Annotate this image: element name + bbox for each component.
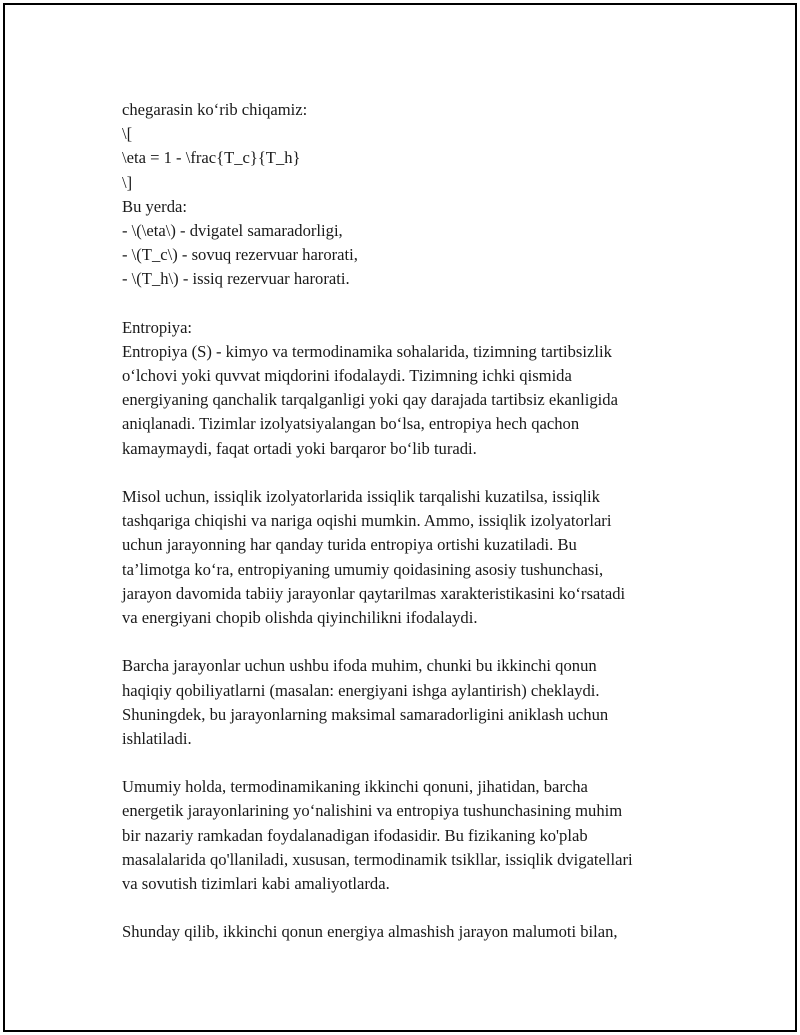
processes-paragraph <box>122 654 722 751</box>
legend-item: - \(T_h\) - issiq rezervuar harorati. <box>122 269 350 289</box>
text-line: tashqariga chiqishi va nariga oqishi mumkin. Ammo, issiqlik izolyatorlari <box>122 511 612 531</box>
text-line: Entropiya (S) - kimyo va termodinamika sohalarida, tizimning tartibsizlik <box>122 341 612 361</box>
text-line: Shunday qilib, ikkinchi qonun energiya almashish jarayon malumoti bilan, <box>122 922 618 942</box>
text-line: chegarasin ko‘rib chiqamiz: <box>122 100 308 119</box>
text-line: Shuningdek, bu jarayonlarning maksimal samaradorligini aniklash uchun <box>122 704 609 724</box>
text-line: bir nazariy ramkadan foydalanadigan ifodasidir. Bu fizikaning ko'plab <box>122 825 588 845</box>
legend-heading: Bu yerda: <box>122 196 187 216</box>
formula-line: \eta = 1 - \frac{T_c}{T_h} <box>122 148 301 168</box>
entropy-paragraph <box>122 316 722 461</box>
text-line: energiyaning qanchalik tarqalganligi yoki qay darajada tartibsiz ekanligida <box>122 390 618 410</box>
example-paragraph <box>122 485 722 630</box>
formula-paragraph <box>122 98 722 292</box>
text-line: Umumiy holda, termodinamikaning ikkinchi qonuni, jihatidan, barcha <box>122 777 588 797</box>
text-line: Misol uchun, issiqlik izolyatorlarida issiqlik tarqalishi kuzatilsa, issiqlik <box>122 487 600 506</box>
text-line: Barcha jarayonlar uchun ushbu ifoda muhim, chunki bu ikkinchi qonun <box>122 656 597 676</box>
text-line: ta’limotga ko‘ra, entropiyaning umumiy qoidasining asosiy tushunchasi, <box>122 559 604 579</box>
text-line: va sovutish tizimlari kabi amaliyotlarda. <box>122 874 390 893</box>
document-body <box>122 98 722 945</box>
text-line: energetik jarayonlarining yo‘nalishini va entropiya tushunchasining muhim <box>122 801 623 821</box>
page-frame <box>3 3 797 1032</box>
closing-paragraph <box>122 920 722 944</box>
text-line: haqiqiy qobiliyatlarni (masalan: energiyani ishga aylantirish) cheklaydi. <box>122 680 600 700</box>
text-line: jarayon davomida tabiiy jarayonlar qaytarilmas xarakteristikasini ko‘rsatadi <box>122 583 626 603</box>
text-line: o‘lchovi yoki quvvat miqdorini ifodalaydi. Tizimning ichki qismida <box>122 366 572 386</box>
text-line: aniqlanadi. Tizimlar izolyatsiyalangan bo‘lsa, entropiya hech qachon <box>122 414 580 434</box>
general-paragraph <box>122 775 722 896</box>
section-heading: Entropiya: <box>122 317 193 337</box>
text-line: va energiyani chopib olishda qiyinchilikni ifodalaydi. <box>122 607 478 627</box>
formula-close: \] <box>122 172 133 192</box>
text-line: kamaymaydi, faqat ortadi yoki barqaror bo‘lib turadi. <box>122 438 477 458</box>
legend-item: - \(\eta\) - dvigatel samaradorligi, <box>122 220 343 240</box>
formula-open: \[ <box>122 124 133 144</box>
text-line: uchun jarayonning har qanday turida entropiya ortishi kuzatiladi. Bu <box>122 535 577 555</box>
text-line: masalalarida qo'llaniladi, xususan, termodinamik tsikllar, issiqlik dvigatellari <box>122 849 633 869</box>
text-line: ishlatiladi. <box>122 728 192 748</box>
legend-item: - \(T_c\) - sovuq rezervuar harorati, <box>122 245 358 265</box>
